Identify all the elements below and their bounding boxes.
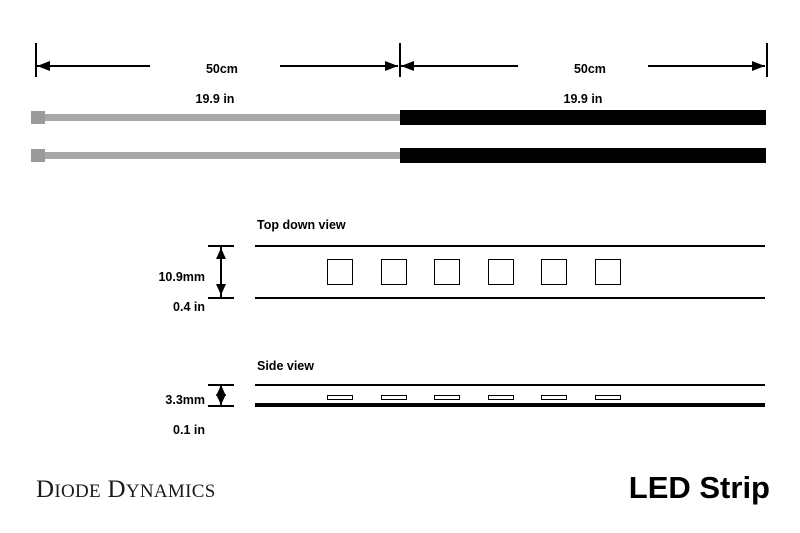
dimension-label-strip-width	[125, 255, 205, 345]
strip-body-lower	[400, 148, 766, 163]
dimension-tick-left	[35, 43, 37, 77]
led-top-5	[541, 259, 567, 285]
led-top-6	[595, 259, 621, 285]
dimension-left-imperial: 19.9 in	[195, 92, 235, 106]
wire-lead-lower	[45, 152, 400, 159]
strip-thickness-imperial: 0.1 in	[173, 423, 205, 437]
dimension-label-strip-thickness	[125, 378, 205, 468]
led-top-3	[434, 259, 460, 285]
dimension-left-metric: 50cm	[205, 62, 238, 76]
led-top-1	[327, 259, 353, 285]
strip-width-metric: 10.9mm	[158, 270, 205, 284]
strip-width-imperial: 0.4 in	[173, 300, 205, 314]
dimension-arrow-left-end	[385, 61, 398, 71]
width-arrow-down	[216, 284, 226, 295]
strip-body-upper	[400, 110, 766, 125]
dimension-arrow-right-start	[401, 61, 414, 71]
dimension-right-metric: 50cm	[573, 62, 606, 76]
led-top-2	[381, 259, 407, 285]
led-side-6	[595, 395, 621, 400]
led-side-5	[541, 395, 567, 400]
top-view-edge-lower	[255, 297, 765, 299]
thickness-extension-bottom	[208, 405, 234, 407]
width-extension-bottom	[208, 297, 234, 299]
width-arrow-up	[216, 248, 226, 259]
wire-lead-upper	[45, 114, 400, 121]
brand-word2-rest: YNAMICS	[125, 481, 216, 502]
led-side-2	[381, 395, 407, 400]
side-view-edge-top	[255, 384, 765, 386]
wire-terminal-lower	[31, 149, 45, 162]
dimension-tick-right	[766, 43, 768, 77]
led-top-4	[488, 259, 514, 285]
top-view-edge-upper	[255, 245, 765, 247]
brand-logo	[36, 476, 216, 504]
dimension-arrow-left-start	[37, 61, 50, 71]
product-title: LED Strip	[628, 470, 770, 505]
led-side-3	[434, 395, 460, 400]
brand-word2-initial: D	[107, 476, 126, 503]
dimension-arrow-right-end	[752, 61, 765, 71]
dimension-right-imperial: 19.9 in	[563, 92, 603, 106]
led-side-4	[488, 395, 514, 400]
side-view-base	[255, 403, 765, 407]
dimension-tick-middle	[399, 43, 401, 77]
brand-word1-rest: IODE	[54, 481, 101, 502]
side-view-title: Side view	[257, 359, 314, 373]
brand-word1-initial: D	[36, 476, 55, 503]
wire-terminal-upper	[31, 111, 45, 124]
led-side-1	[327, 395, 353, 400]
strip-thickness-metric: 3.3mm	[165, 393, 205, 407]
thickness-arrow-down	[216, 394, 226, 405]
dimension-label-left-segment	[150, 47, 280, 137]
top-down-view-title: Top down view	[257, 218, 346, 232]
